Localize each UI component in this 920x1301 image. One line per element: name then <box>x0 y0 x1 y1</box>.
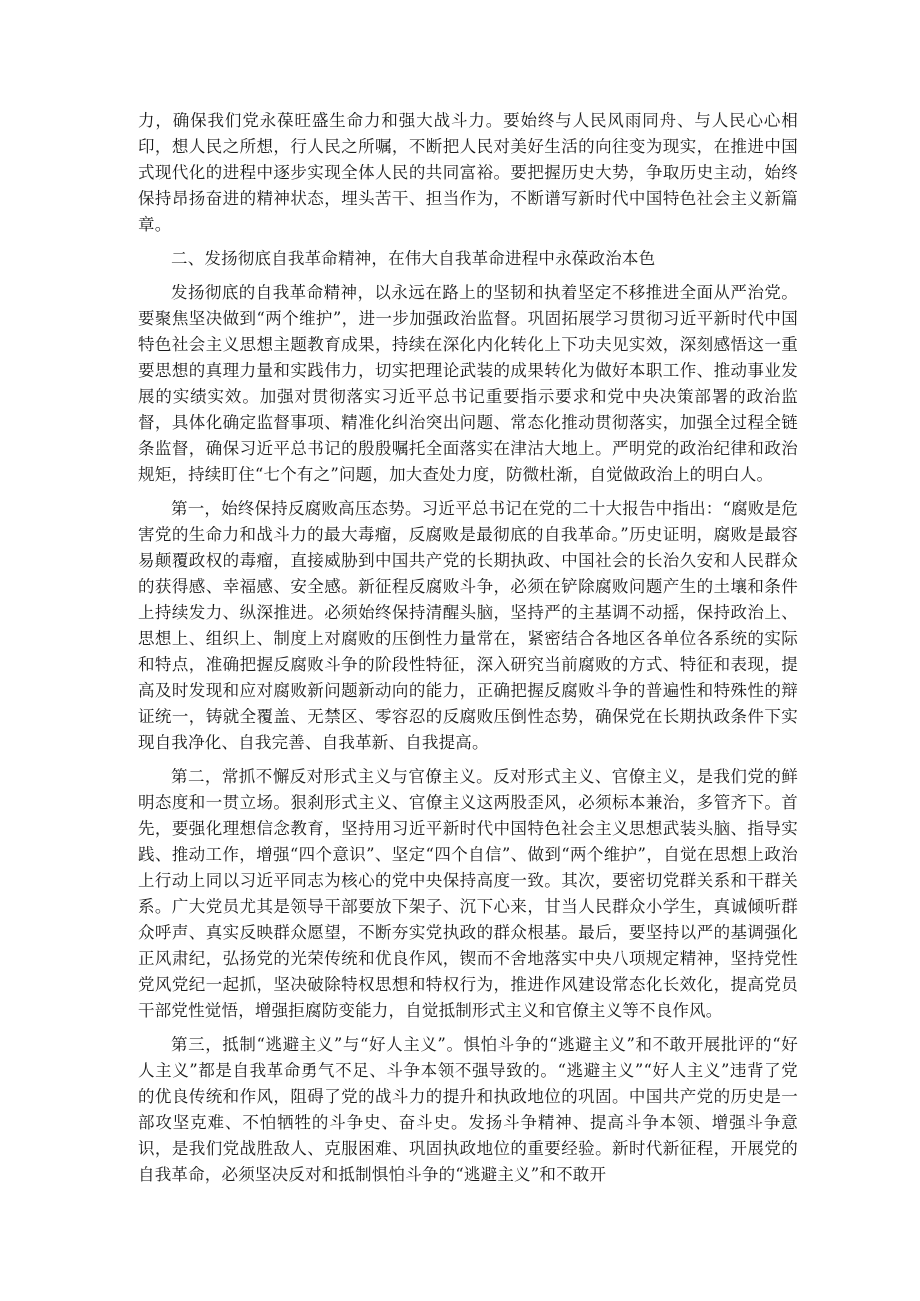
paragraph-continued: 力，确保我们党永葆旺盛生命力和强大战斗力。要始终与人民风雨同舟、与人民心心相印，想人民之所想，行人民之所嘱，不断把人民对美好生活的向往变为现实，在推进中国式现代化的进程中逐步实现全体人民的共同富裕。要把握历史大势，争取历史主动，始终保持昂扬奋进的精神状态，埋头苦干、担当作为，不断谱写新时代中国特色社会主义新篇章。 <box>138 111 798 234</box>
section-heading: 二、发扬彻底自我革命精神，在伟大自我革命进程中永葆政治本色 <box>171 249 656 268</box>
paragraph-second-formalism: 第二，常抓不懈反对形式主义与官僚主义。反对形式主义、官僚主义，是我们党的鲜明态度和一贯立场。狠刹形式主义、官僚主义这两股歪风，必须标本兼治，多管齐下。首先，要强化理想信念教育，坚持用习近平新时代中国特色社会主义思想武装头脑、指导实践、推动工作，增强“四个意识”、坚定“四个自信”、做到“两个维护”，自觉在思想上政治上行动上同以习近平同志为核心的党中央保持高度一致。其次，要密切党群关系和干群关系。广大党员尤其是领导干部要放下架子、沉下心来，甘当人民群众小学生，真诚倾听群众呼声、真实反映群众愿望，不断夯实党执政的群众根基。最后，要坚持以严的基调强化正风肃纪，弘扬党的光荣传统和优良作风，锲而不舍地落实中央八项规定精神，坚持党性党风党纪一起抓，坚决破除特权思想和特权行为，推进作风建设常态化长效化，提高党员干部党性觉悟，增强拒腐防变能力，自觉抵制形式主义和官僚主义等不良作风。 <box>138 767 798 1020</box>
paragraph-third-escapism: 第三，抵制“逃避主义”与“好人主义”。惧怕斗争的“逃避主义”和不敢开展批评的“好人主义”都是自我革命勇气不足、斗争本领不强导致的。“逃避主义”“好人主义”违背了党的优良传统和作风，阻碍了党的战斗力的提升和执政地位的巩固。中国共产党的历史是一部攻坚克难、不怕牺牲的斗争史、奋斗史。发扬斗争精神、提高斗争本领、增强斗争意识，是我们党战胜敌人、克服困难、巩固执政地位的重要经验。新时代新征程，开展党的自我革命，必须坚决反对和抵制惧怕斗争的“逃避主义”和不敢开 <box>138 1035 798 1184</box>
paragraph-self-revolution: 发扬彻底的自我革命精神，以永远在路上的坚韧和执着坚定不移推进全面从严治党。要聚焦坚决做到“两个维护”，进一步加强政治监督。巩固拓展学习贯彻习近平新时代中国特色社会主义思想主题教育成果，持续在深化内化转化上下功夫见实效，深刻感悟这一重要思想的真理力量和实践伟力，切实把理论武装的成果转化为做好本职工作、推动事业发展的实绩实效。加强对贯彻落实习近平总书记重要指示要求和党中央决策部署的政治监督，具体化确定监督事项、精准化纠治突出问题、常态化推动贯彻落实，加强全过程全链条监督，确保习近平总书记的殷殷嘱托全面落实在津沽大地上。严明党的政治纪律和政治规矩，持续盯住“七个有之”问题，加大查处力度，防微杜渐，自觉做政治上的明白人。 <box>138 283 798 484</box>
paragraph-first-anti-corruption: 第一，始终保持反腐败高压态势。习近平总书记在党的二十大报告中指出：“腐败是危害党的生命力和战斗力的最大毒瘤，反腐败是最彻底的自我革命。”历史证明，腐败是最容易颠覆政权的毒瘤，直接威胁到中国共产党的长期执政、中国社会的长治久安和人民群众的获得感、幸福感、安全感。新征程反腐败斗争，必须在铲除腐败问题产生的土壤和条件上持续发力、纵深推进。必须始终保持清醒头脑，坚持严的主基调不动摇，保持政治上、思想上、组织上、制度上对腐败的压倒性力量常在，紧密结合各地区各单位各系统的实际和特点，准确把握反腐败斗争的阶段性特征，深入研究当前腐败的方式、特征和表现，提高及时发现和应对腐败新问题新动向的能力，正确把握反腐败斗争的普遍性和特殊性的辩证统一，铸就全覆盖、无禁区、零容忍的反腐败压倒性态势，确保党在长期执政条件下实现自我净化、自我完善、自我革新、自我提高。 <box>138 499 798 752</box>
document-body <box>138 108 798 1196</box>
